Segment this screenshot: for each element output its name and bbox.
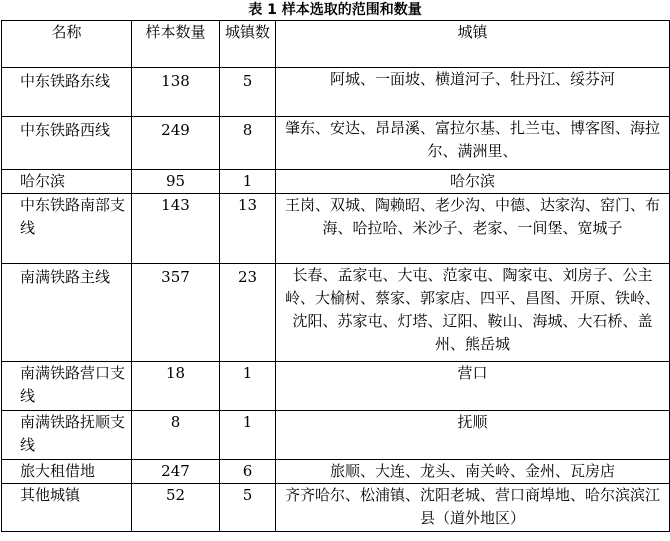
row-town-count: 8	[220, 117, 276, 170]
table-row	[2, 411, 670, 460]
row-name: 哈尔滨	[2, 170, 132, 194]
row-name: 南满铁路抚顺支线	[2, 411, 132, 460]
row-towns: 阿城、一面坡、横道河子、牡丹江、绥芬河	[276, 68, 670, 117]
table-row	[2, 170, 670, 194]
table-caption: 表 1 样本选取的范围和数量	[248, 2, 422, 18]
sample-table	[1, 20, 670, 532]
row-town-count: 5	[220, 68, 276, 117]
row-towns: 长春、孟家屯、大屯、范家屯、陶家屯、刘房子、公主岭、大榆树、蔡家、郭家店、四平、昌图、开原、铁岭、沈阳、苏家屯、灯塔、辽阳、鞍山、海城、大石桥、盖州、熊岳城	[276, 264, 670, 362]
row-town-count: 1	[220, 170, 276, 194]
table-row	[2, 194, 670, 264]
row-towns: 王岗、双城、陶赖昭、老少沟、中德、达家沟、窑门、布海、哈拉哈、米沙子、老家、一间堡、宽城子	[276, 194, 670, 264]
header-name: 名称	[2, 21, 132, 68]
row-name: 旅大租借地	[2, 460, 132, 484]
row-sample-count: 18	[132, 362, 220, 411]
row-sample-count: 8	[132, 411, 220, 460]
row-towns: 营口	[276, 362, 670, 411]
row-town-count: 6	[220, 460, 276, 484]
row-sample-count: 138	[132, 68, 220, 117]
row-town-count: 1	[220, 411, 276, 460]
row-town-count: 23	[220, 264, 276, 362]
table-row	[2, 484, 670, 532]
row-sample-count: 52	[132, 484, 220, 532]
row-sample-count: 247	[132, 460, 220, 484]
table-row	[2, 460, 670, 484]
header-sample-count: 样本数量	[132, 21, 220, 68]
table-row	[2, 117, 670, 170]
row-towns: 肇东、安达、昂昂溪、富拉尔基、扎兰屯、博客图、海拉尔、满洲里、	[276, 117, 670, 170]
row-town-count: 1	[220, 362, 276, 411]
row-town-count: 13	[220, 194, 276, 264]
row-sample-count: 143	[132, 194, 220, 264]
table-row	[2, 362, 670, 411]
row-name: 中东铁路西线	[2, 117, 132, 170]
table-row	[2, 68, 670, 117]
header-town-count: 城镇数	[220, 21, 276, 68]
row-sample-count: 357	[132, 264, 220, 362]
row-towns: 抚顺	[276, 411, 670, 460]
row-town-count: 5	[220, 484, 276, 532]
row-name: 南满铁路营口支线	[2, 362, 132, 411]
row-towns: 齐齐哈尔、松浦镇、沈阳老城、营口商埠地、哈尔滨滨江县（道外地区）	[276, 484, 670, 532]
header-row	[2, 21, 670, 68]
row-name: 中东铁路南部支线	[2, 194, 132, 264]
row-towns: 旅顺、大连、龙头、南关岭、金州、瓦房店	[276, 460, 670, 484]
row-name: 中东铁路东线	[2, 68, 132, 117]
header-towns: 城镇	[276, 21, 670, 68]
row-sample-count: 249	[132, 117, 220, 170]
row-name: 其他城镇	[2, 484, 132, 532]
row-sample-count: 95	[132, 170, 220, 194]
table-row	[2, 264, 670, 362]
row-name: 南满铁路主线	[2, 264, 132, 362]
row-towns: 哈尔滨	[276, 170, 670, 194]
